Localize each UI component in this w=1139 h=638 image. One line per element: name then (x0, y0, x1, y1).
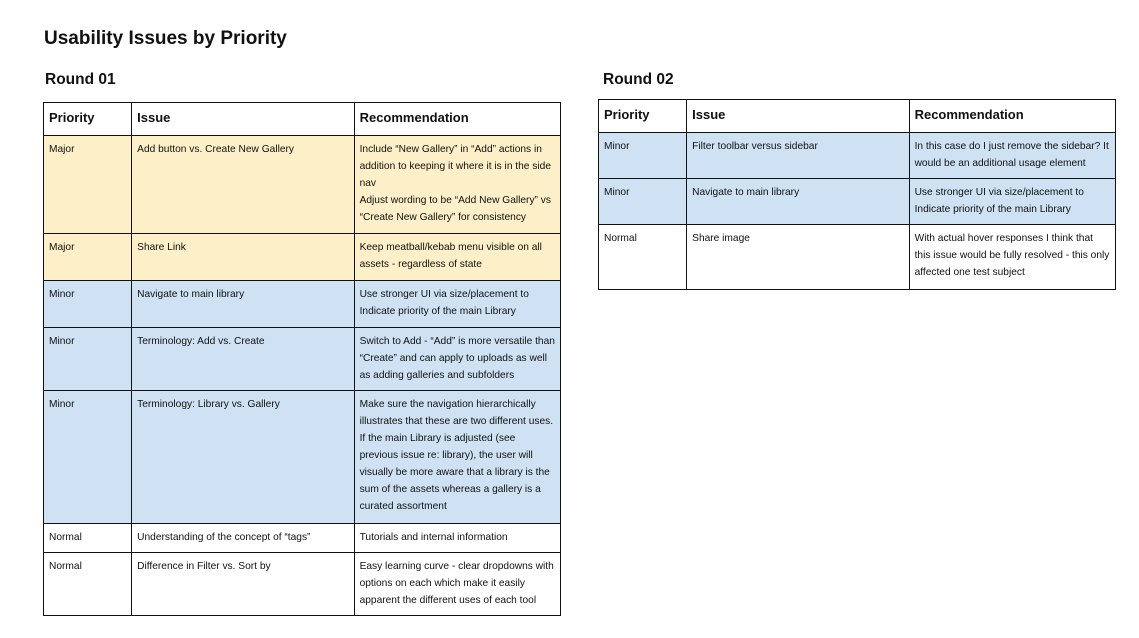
recommendation-text: Use stronger UI via size/placement to Indicate priority of the main Library (914, 187, 1084, 215)
table-header-row (44, 103, 561, 136)
issue-cell: Filter toolbar versus sidebar (687, 133, 909, 179)
issue-cell: Terminology: Add vs. Create (132, 328, 354, 391)
issue-cell: Difference in Filter vs. Sort by (132, 553, 354, 616)
round-02-table (598, 99, 1116, 290)
table-row (44, 281, 561, 328)
recommendation-text: Easy learning curve - clear dropdowns with options on each which make it easily apparent the different uses of each tool (359, 561, 554, 606)
table-row (599, 225, 1116, 290)
priority-cell: Major (44, 234, 132, 281)
recommendation-text: Make sure the navigation hierarchically illustrates that these are two different uses. If the main Library is adjusted (see previous issue re: library), the user will visually be more aware that a library is the sum of the assets whereas a gallery is a curated assortment (359, 399, 554, 512)
recommendation-cell (354, 553, 560, 616)
issue-cell: Share image (687, 225, 909, 290)
recommendation-cell (354, 234, 560, 281)
recommendation-cell (354, 524, 560, 553)
table-row (599, 133, 1116, 179)
table-row (44, 524, 561, 553)
recommendation-header: Recommendation (909, 100, 1115, 133)
recommendation-text: Use stronger UI via size/placement to Indicate priority of the main Library (359, 289, 529, 317)
issue-cell: Share Link (132, 234, 354, 281)
page-title: Usability Issues by Priority (44, 28, 287, 49)
table-row (44, 234, 561, 281)
recommendation-cell (909, 179, 1115, 225)
recommendation-cell (909, 225, 1115, 290)
priority-cell: Minor (599, 179, 687, 225)
table-row (599, 179, 1116, 225)
priority-cell: Normal (44, 553, 132, 616)
issue-cell: Navigate to main library (132, 281, 354, 328)
priority-header: Priority (44, 103, 132, 136)
priority-cell: Major (44, 136, 132, 234)
issue-cell: Terminology: Library vs. Gallery (132, 391, 354, 524)
round-01-title: Round 01 (45, 71, 116, 88)
recommendation-cell (354, 136, 560, 234)
priority-header: Priority (599, 100, 687, 133)
priority-cell: Minor (599, 133, 687, 179)
issue-cell: Understanding of the concept of “tags” (132, 524, 354, 553)
table-row (44, 328, 561, 391)
round-01-table (43, 102, 561, 616)
recommendation-text: Adjust wording to be “Add New Gallery” vs “Create New Gallery” for consistency (359, 195, 551, 223)
recommendation-text: In this case do I just remove the sidebar? It would be an additional usage element (914, 141, 1109, 169)
issue-header: Issue (132, 103, 354, 136)
table-row (44, 553, 561, 616)
recommendation-text: Keep meatball/kebab menu visible on all assets - regardless of state (359, 242, 542, 270)
issue-cell: Navigate to main library (687, 179, 909, 225)
recommendation-cell (354, 391, 560, 524)
recommendation-cell (354, 328, 560, 391)
table-row (44, 136, 561, 234)
priority-cell: Minor (44, 391, 132, 524)
issue-cell: Add button vs. Create New Gallery (132, 136, 354, 234)
priority-cell: Minor (44, 281, 132, 328)
table-row (44, 391, 561, 524)
recommendation-header: Recommendation (354, 103, 560, 136)
recommendation-text: Switch to Add - “Add” is more versatile than “Create” and can apply to uploads as well as adding galleries and subfolders (359, 336, 555, 381)
recommendation-text: Include “New Gallery” in “Add” actions in addition to keeping it where it is in the side nav (359, 144, 551, 189)
issue-header: Issue (687, 100, 909, 133)
recommendation-cell (354, 281, 560, 328)
recommendation-cell (909, 133, 1115, 179)
table-header-row (599, 100, 1116, 133)
priority-cell: Normal (44, 524, 132, 553)
round-02-title: Round 02 (603, 71, 674, 88)
recommendation-text: With actual hover responses I think that this issue would be fully resolved - this only affected one test subject (914, 233, 1110, 278)
priority-cell: Normal (599, 225, 687, 290)
recommendation-text: Tutorials and internal information (359, 532, 508, 543)
priority-cell: Minor (44, 328, 132, 391)
